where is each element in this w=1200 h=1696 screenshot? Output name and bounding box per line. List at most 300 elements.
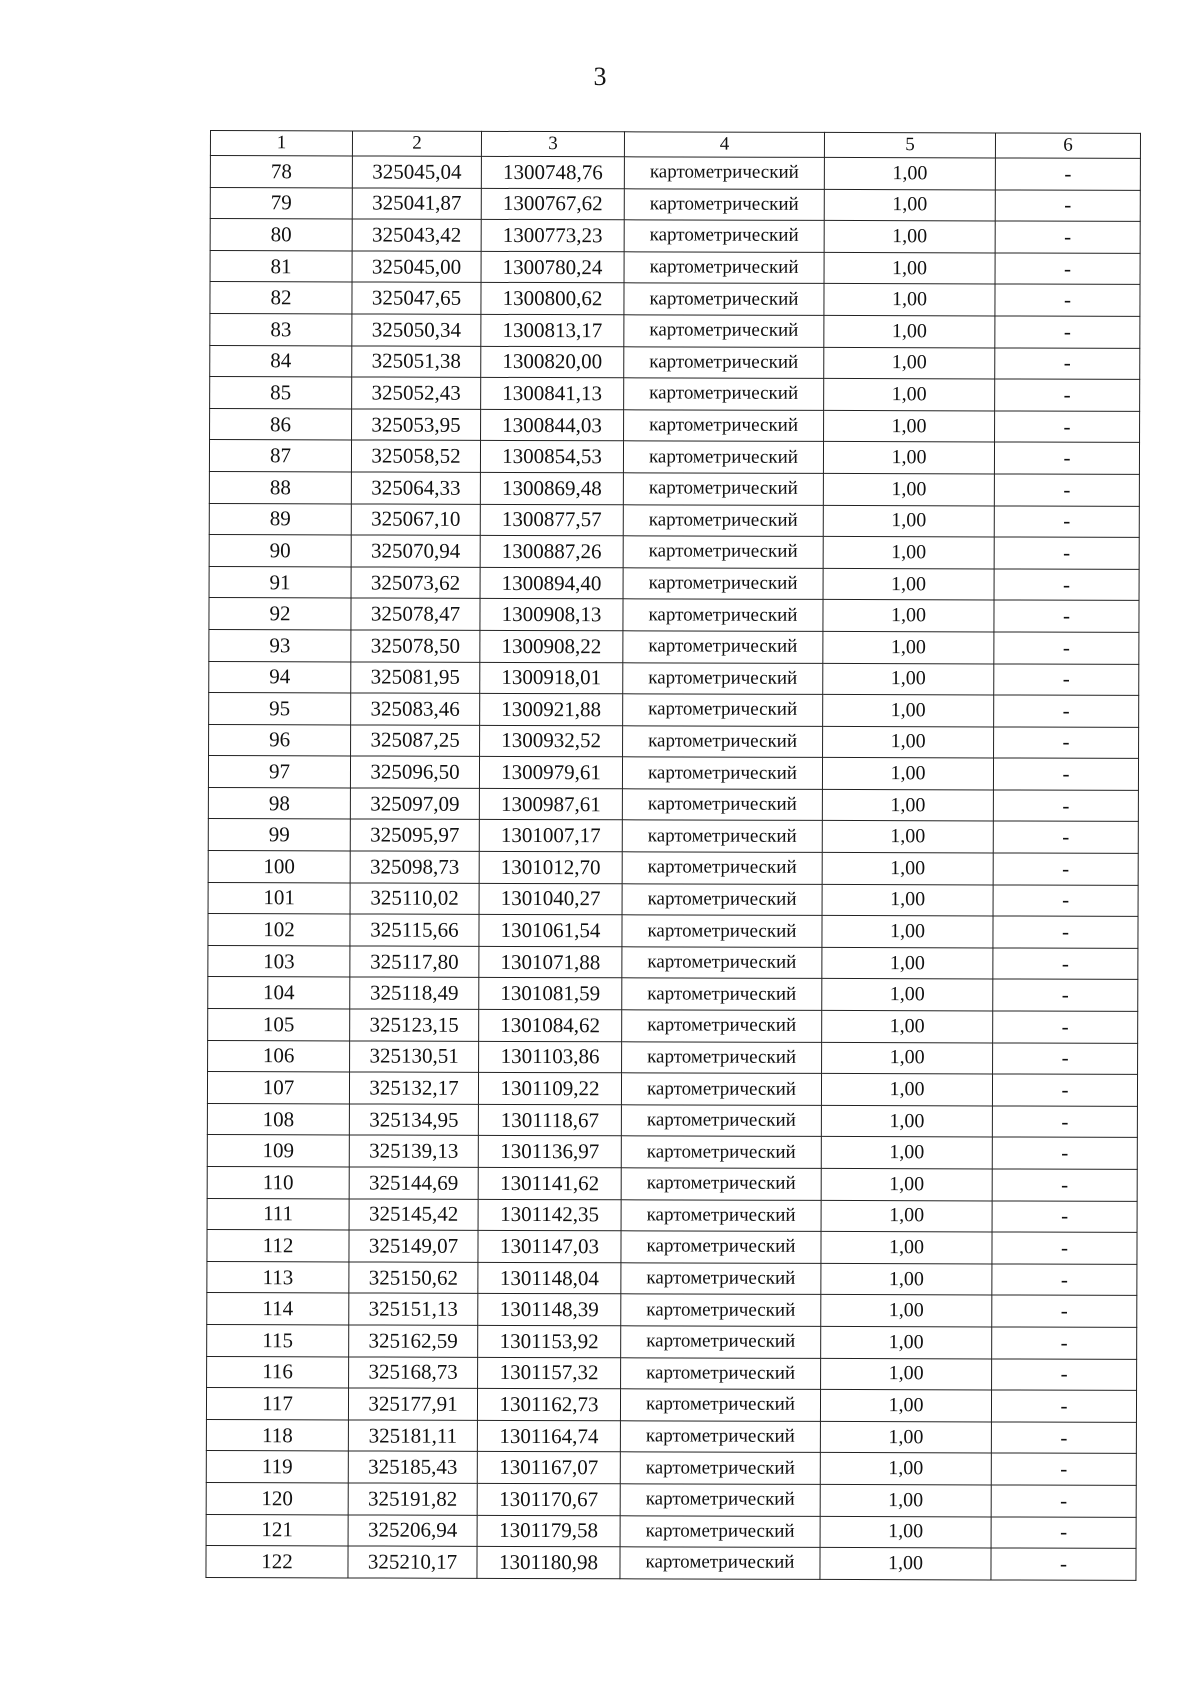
y-coordinate-cell: 1300877,57 [480, 504, 623, 536]
accuracy-cell: 1,00 [822, 821, 993, 853]
note-cell: - [993, 790, 1138, 822]
x-coordinate-cell: 325210,17 [348, 1546, 477, 1578]
x-coordinate-cell: 325078,47 [351, 598, 480, 630]
table-row [206, 1482, 1136, 1517]
y-coordinate-cell: 1301148,39 [478, 1294, 621, 1326]
method-cell: картометрический [624, 283, 824, 315]
point-number-cell: 82 [210, 282, 352, 314]
note-cell: - [995, 379, 1140, 411]
point-number-cell: 86 [210, 408, 352, 440]
x-coordinate-cell: 325115,66 [350, 914, 479, 946]
accuracy-cell: 1,00 [823, 631, 994, 663]
x-coordinate-cell: 325087,25 [351, 725, 480, 757]
point-number-cell: 93 [209, 629, 351, 661]
x-coordinate-cell: 325047,65 [352, 282, 481, 314]
x-coordinate-cell: 325185,43 [348, 1451, 477, 1483]
y-coordinate-cell: 1301164,74 [477, 1420, 620, 1452]
point-number-cell: 109 [207, 1135, 349, 1167]
y-coordinate-cell: 1300844,03 [481, 409, 624, 441]
method-cell: картометрический [623, 473, 823, 505]
x-coordinate-cell: 325073,62 [351, 567, 480, 599]
method-cell: картометрический [622, 852, 822, 884]
table-row [210, 156, 1140, 191]
accuracy-cell: 1,00 [822, 979, 993, 1011]
point-number-cell: 97 [208, 756, 350, 788]
x-coordinate-cell: 325110,02 [350, 883, 479, 915]
table-row [210, 250, 1140, 285]
point-number-cell: 112 [207, 1230, 349, 1262]
note-cell: - [992, 1137, 1137, 1169]
method-cell: картометрический [621, 1199, 821, 1231]
accuracy-cell: 1,00 [820, 1516, 991, 1548]
x-coordinate-cell: 325123,15 [350, 1009, 479, 1041]
column-header: 6 [995, 133, 1140, 158]
y-coordinate-cell: 1300918,01 [480, 662, 623, 694]
note-cell: - [995, 348, 1140, 380]
y-coordinate-cell: 1300854,53 [480, 441, 623, 473]
accuracy-cell: 1,00 [823, 726, 994, 758]
column-header: 3 [481, 131, 624, 156]
note-cell: - [994, 569, 1139, 601]
accuracy-cell: 1,00 [824, 315, 995, 347]
table-row [206, 1388, 1136, 1423]
note-cell: - [992, 1295, 1137, 1327]
accuracy-cell: 1,00 [821, 1200, 992, 1232]
accuracy-cell: 1,00 [824, 221, 995, 253]
method-cell: картометрический [621, 1357, 821, 1389]
note-cell: - [992, 1264, 1137, 1296]
point-number-cell: 106 [208, 1040, 350, 1072]
note-cell: - [994, 632, 1139, 664]
note-cell: - [993, 916, 1138, 948]
point-number-cell: 101 [208, 882, 350, 914]
table-row [208, 914, 1138, 949]
table-row [209, 471, 1139, 506]
point-number-cell: 111 [207, 1198, 349, 1230]
y-coordinate-cell: 1300908,22 [480, 630, 623, 662]
y-coordinate-cell: 1301040,27 [479, 883, 622, 915]
x-coordinate-cell: 325134,95 [349, 1104, 478, 1136]
column-header: 1 [210, 131, 352, 156]
method-cell: картометрический [620, 1515, 820, 1547]
point-number-cell: 105 [208, 1009, 350, 1041]
point-number-cell: 89 [209, 503, 351, 535]
method-cell: картометрический [621, 1073, 821, 1105]
y-coordinate-cell: 1300800,62 [481, 283, 624, 315]
point-number-cell: 96 [209, 724, 351, 756]
accuracy-cell: 1,00 [823, 537, 994, 569]
accuracy-cell: 1,00 [821, 1074, 992, 1106]
method-cell: картометрический [621, 1168, 821, 1200]
point-number-cell: 78 [210, 156, 352, 188]
x-coordinate-cell: 325151,13 [349, 1293, 478, 1325]
accuracy-cell: 1,00 [822, 1042, 993, 1074]
accuracy-cell: 1,00 [823, 473, 994, 505]
point-number-cell: 91 [209, 566, 351, 598]
accuracy-cell: 1,00 [824, 189, 995, 221]
accuracy-cell: 1,00 [821, 1232, 992, 1264]
table-row [206, 1514, 1136, 1549]
x-coordinate-cell: 325081,95 [351, 661, 480, 693]
accuracy-cell: 1,00 [822, 947, 993, 979]
y-coordinate-cell: 1301167,07 [477, 1452, 620, 1484]
point-number-cell: 99 [208, 819, 350, 851]
accuracy-cell: 1,00 [823, 663, 994, 695]
point-number-cell: 79 [210, 187, 352, 219]
method-cell: картометрический [623, 536, 823, 568]
method-cell: картометрический [623, 568, 823, 600]
note-cell: - [992, 1232, 1137, 1264]
accuracy-cell: 1,00 [821, 1326, 992, 1358]
accuracy-cell: 1,00 [824, 284, 995, 316]
point-number-cell: 81 [210, 250, 352, 282]
note-cell: - [995, 221, 1140, 253]
accuracy-cell: 1,00 [824, 157, 995, 189]
accuracy-cell: 1,00 [822, 916, 993, 948]
note-cell: - [991, 1390, 1136, 1422]
point-number-cell: 94 [209, 661, 351, 693]
point-number-cell: 90 [209, 535, 351, 567]
x-coordinate-cell: 325095,97 [350, 819, 479, 851]
accuracy-cell: 1,00 [822, 758, 993, 790]
point-number-cell: 108 [207, 1103, 349, 1135]
note-cell: - [992, 1359, 1137, 1391]
table-row [210, 219, 1140, 254]
x-coordinate-cell: 325118,49 [350, 977, 479, 1009]
note-cell: - [993, 885, 1138, 917]
point-number-cell: 121 [206, 1514, 348, 1546]
table-row [210, 313, 1140, 348]
table-row [209, 693, 1139, 728]
note-cell: - [991, 1453, 1136, 1485]
table-row [209, 535, 1139, 570]
accuracy-cell: 1,00 [820, 1453, 991, 1485]
page-number: 3 [593, 62, 607, 91]
method-cell: картометрический [623, 599, 823, 631]
method-cell: картометрический [621, 1136, 821, 1168]
accuracy-cell: 1,00 [823, 442, 994, 474]
note-cell: - [995, 411, 1140, 443]
x-coordinate-cell: 325045,04 [352, 156, 481, 188]
x-coordinate-cell: 325181,11 [348, 1420, 477, 1452]
table-row [207, 1356, 1137, 1391]
y-coordinate-cell: 1300820,00 [481, 346, 624, 378]
method-cell: картометрический [622, 1010, 822, 1042]
note-cell: - [995, 190, 1140, 222]
accuracy-cell: 1,00 [820, 1548, 991, 1580]
y-coordinate-cell: 1300780,24 [481, 251, 624, 283]
table-row [210, 282, 1140, 317]
table-row [207, 1324, 1137, 1359]
x-coordinate-cell: 325191,82 [348, 1483, 477, 1515]
point-number-cell: 114 [207, 1293, 349, 1325]
method-cell: картометрический [624, 188, 824, 220]
table-row [208, 882, 1138, 917]
table-row [206, 1451, 1136, 1486]
x-coordinate-cell: 325145,42 [349, 1199, 478, 1231]
y-coordinate-cell: 1300894,40 [480, 567, 623, 599]
y-coordinate-cell: 1301180,98 [477, 1546, 620, 1578]
accuracy-cell: 1,00 [821, 1295, 992, 1327]
note-cell: - [993, 1043, 1138, 1075]
table-row [207, 1166, 1137, 1201]
y-coordinate-cell: 1300932,52 [480, 725, 623, 757]
point-number-cell: 118 [206, 1419, 348, 1451]
note-cell: - [993, 758, 1138, 790]
y-coordinate-cell: 1300887,26 [480, 535, 623, 567]
table-row [210, 187, 1140, 222]
x-coordinate-cell: 325168,73 [349, 1357, 478, 1389]
table-row [208, 945, 1138, 980]
point-number-cell: 104 [208, 977, 350, 1009]
accuracy-cell: 1,00 [821, 1263, 992, 1295]
x-coordinate-cell: 325096,50 [350, 756, 479, 788]
coordinates-table [205, 130, 1141, 1581]
note-cell: - [994, 537, 1139, 569]
accuracy-cell: 1,00 [820, 1421, 991, 1453]
x-coordinate-cell: 325206,94 [348, 1514, 477, 1546]
x-coordinate-cell: 325045,00 [352, 251, 481, 283]
y-coordinate-cell: 1300987,61 [479, 788, 622, 820]
x-coordinate-cell: 325050,34 [352, 314, 481, 346]
y-coordinate-cell: 1301162,73 [477, 1389, 620, 1421]
x-coordinate-cell: 325051,38 [352, 346, 481, 378]
table-row [208, 977, 1138, 1012]
method-cell: картометрический [623, 441, 823, 473]
note-cell: - [992, 1169, 1137, 1201]
y-coordinate-cell: 1300908,13 [480, 599, 623, 631]
method-cell: картометрический [622, 883, 822, 915]
y-coordinate-cell: 1301179,58 [477, 1515, 620, 1547]
method-cell: картометрический [624, 220, 824, 252]
method-cell: картометрический [624, 157, 824, 189]
table-row [206, 1546, 1136, 1581]
note-cell: - [995, 158, 1140, 190]
table-row [209, 440, 1139, 475]
method-cell: картометрический [622, 789, 822, 821]
y-coordinate-cell: 1300767,62 [481, 188, 624, 220]
accuracy-cell: 1,00 [824, 252, 995, 284]
x-coordinate-cell: 325067,10 [351, 503, 480, 535]
accuracy-cell: 1,00 [822, 852, 993, 884]
note-cell: - [993, 1011, 1138, 1043]
y-coordinate-cell: 1301084,62 [479, 1009, 622, 1041]
table-row [210, 377, 1140, 412]
point-number-cell: 116 [207, 1356, 349, 1388]
x-coordinate-cell: 325041,87 [352, 188, 481, 220]
method-cell: картометрический [623, 504, 823, 536]
point-number-cell: 122 [206, 1546, 348, 1578]
method-cell: картометрический [623, 725, 823, 757]
point-number-cell: 83 [210, 313, 352, 345]
method-cell: картометрический [621, 1231, 821, 1263]
x-coordinate-cell: 325177,91 [348, 1388, 477, 1420]
y-coordinate-cell: 1301170,67 [477, 1483, 620, 1515]
table-row [207, 1103, 1137, 1138]
method-cell: картометрический [620, 1547, 820, 1579]
note-cell: - [993, 948, 1138, 980]
x-coordinate-cell: 325064,33 [351, 472, 480, 504]
y-coordinate-cell: 1301148,04 [478, 1262, 621, 1294]
table-row [208, 819, 1138, 854]
accuracy-cell: 1,00 [822, 789, 993, 821]
method-cell: картометрический [620, 1421, 820, 1453]
point-number-cell: 85 [210, 377, 352, 409]
method-cell: картометрический [621, 1263, 821, 1295]
point-number-cell: 84 [210, 345, 352, 377]
x-coordinate-cell: 325139,13 [349, 1135, 478, 1167]
method-cell: картометрический [621, 1326, 821, 1358]
x-coordinate-cell: 325132,17 [349, 1072, 478, 1104]
x-coordinate-cell: 325144,69 [349, 1167, 478, 1199]
table-row [208, 787, 1138, 822]
note-cell: - [991, 1516, 1136, 1548]
table-row [208, 1040, 1138, 1075]
note-cell: - [991, 1485, 1136, 1517]
accuracy-cell: 1,00 [821, 1358, 992, 1390]
note-cell: - [995, 253, 1140, 285]
note-cell: - [994, 695, 1139, 727]
table-row [207, 1072, 1137, 1107]
y-coordinate-cell: 1301007,17 [479, 820, 622, 852]
accuracy-cell: 1,00 [820, 1390, 991, 1422]
table-row [207, 1261, 1137, 1296]
x-coordinate-cell: 325162,59 [349, 1325, 478, 1357]
method-cell: картометрический [620, 1389, 820, 1421]
point-number-cell: 102 [208, 914, 350, 946]
note-cell: - [994, 600, 1139, 632]
point-number-cell: 119 [206, 1451, 348, 1483]
method-cell: картометрический [622, 820, 822, 852]
column-header: 4 [624, 132, 824, 158]
x-coordinate-cell: 325098,73 [350, 851, 479, 883]
note-cell: - [992, 1074, 1137, 1106]
note-cell: - [994, 505, 1139, 537]
y-coordinate-cell: 1301136,97 [478, 1136, 621, 1168]
method-cell: картометрический [622, 757, 822, 789]
note-cell: - [993, 821, 1138, 853]
accuracy-cell: 1,00 [823, 505, 994, 537]
point-number-cell: 92 [209, 598, 351, 630]
method-cell: картометрический [621, 1105, 821, 1137]
table-row [208, 1009, 1138, 1044]
x-coordinate-cell: 325052,43 [352, 377, 481, 409]
point-number-cell: 95 [209, 693, 351, 725]
table-row [209, 598, 1139, 633]
table-row [207, 1135, 1137, 1170]
note-cell: - [991, 1548, 1136, 1580]
y-coordinate-cell: 1300773,23 [481, 220, 624, 252]
accuracy-cell: 1,00 [821, 1168, 992, 1200]
y-coordinate-cell: 1301157,32 [478, 1357, 621, 1389]
point-number-cell: 100 [208, 851, 350, 883]
point-number-cell: 110 [207, 1166, 349, 1198]
method-cell: картометрический [624, 378, 824, 410]
x-coordinate-cell: 325097,09 [350, 788, 479, 820]
point-number-cell: 107 [207, 1072, 349, 1104]
note-cell: - [995, 284, 1140, 316]
table-header-row [210, 131, 1140, 159]
point-number-cell: 88 [209, 471, 351, 503]
note-cell: - [993, 853, 1138, 885]
table-row [206, 1419, 1136, 1454]
point-number-cell: 117 [206, 1388, 348, 1420]
y-coordinate-cell: 1301147,03 [478, 1231, 621, 1263]
x-coordinate-cell: 325149,07 [349, 1230, 478, 1262]
method-cell: картометрический [623, 631, 823, 663]
y-coordinate-cell: 1301153,92 [478, 1325, 621, 1357]
method-cell: картометрический [620, 1452, 820, 1484]
point-number-cell: 80 [210, 219, 352, 251]
note-cell: - [994, 442, 1139, 474]
y-coordinate-cell: 1300921,88 [480, 693, 623, 725]
point-number-cell: 103 [208, 945, 350, 977]
method-cell: картометрический [620, 1484, 820, 1516]
note-cell: - [992, 1327, 1137, 1359]
table-row [210, 408, 1140, 443]
point-number-cell: 113 [207, 1261, 349, 1293]
table-row [209, 724, 1139, 759]
note-cell: - [993, 979, 1138, 1011]
accuracy-cell: 1,00 [822, 1010, 993, 1042]
table-row [207, 1230, 1137, 1265]
y-coordinate-cell: 1301103,86 [479, 1041, 622, 1073]
accuracy-cell: 1,00 [824, 379, 995, 411]
method-cell: картометрический [623, 694, 823, 726]
x-coordinate-cell: 325130,51 [350, 1041, 479, 1073]
note-cell: - [992, 1106, 1137, 1138]
table-row [209, 629, 1139, 664]
y-coordinate-cell: 1301081,59 [479, 978, 622, 1010]
note-cell: - [995, 316, 1140, 348]
accuracy-cell: 1,00 [823, 600, 994, 632]
x-coordinate-cell: 325150,62 [349, 1262, 478, 1294]
method-cell: картометрический [623, 662, 823, 694]
method-cell: картометрический [622, 978, 822, 1010]
accuracy-cell: 1,00 [824, 347, 995, 379]
note-cell: - [994, 727, 1139, 759]
method-cell: картометрический [621, 1294, 821, 1326]
y-coordinate-cell: 1300841,13 [481, 378, 624, 410]
y-coordinate-cell: 1301071,88 [479, 946, 622, 978]
y-coordinate-cell: 1301012,70 [479, 851, 622, 883]
point-number-cell: 98 [208, 787, 350, 819]
method-cell: картометрический [622, 1041, 822, 1073]
x-coordinate-cell: 325053,95 [352, 409, 481, 441]
y-coordinate-cell: 1301142,35 [478, 1199, 621, 1231]
y-coordinate-cell: 1301109,22 [478, 1073, 621, 1105]
x-coordinate-cell: 325058,52 [351, 440, 480, 472]
point-number-cell: 87 [209, 440, 351, 472]
table-row [209, 661, 1139, 696]
y-coordinate-cell: 1300869,48 [480, 472, 623, 504]
method-cell: картометрический [624, 346, 824, 378]
table-row [208, 851, 1138, 886]
table-row [210, 345, 1140, 380]
method-cell: картометрический [622, 947, 822, 979]
table-row [207, 1198, 1137, 1233]
note-cell: - [994, 474, 1139, 506]
y-coordinate-cell: 1301141,62 [478, 1167, 621, 1199]
x-coordinate-cell: 325117,80 [350, 946, 479, 978]
table-row [208, 756, 1138, 791]
y-coordinate-cell: 1301061,54 [479, 915, 622, 947]
accuracy-cell: 1,00 [821, 1137, 992, 1169]
accuracy-cell: 1,00 [823, 568, 994, 600]
note-cell: - [992, 1201, 1137, 1233]
point-number-cell: 115 [207, 1324, 349, 1356]
table-row [207, 1293, 1137, 1328]
